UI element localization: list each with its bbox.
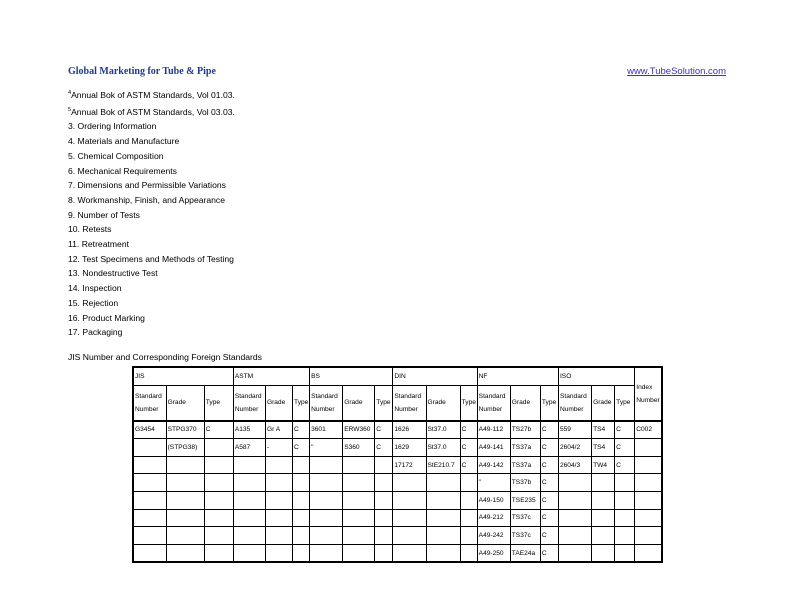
table-cell bbox=[426, 491, 460, 509]
section-item: 6. Mechanical Requirements bbox=[68, 165, 177, 176]
table-cell bbox=[233, 456, 265, 474]
column-header: Type bbox=[540, 385, 558, 421]
table-cell bbox=[204, 456, 233, 474]
table-cell bbox=[265, 527, 292, 545]
section-item: 3. Ordering Information bbox=[68, 121, 157, 132]
table-cell: C bbox=[375, 439, 393, 457]
table-cell bbox=[233, 491, 265, 509]
table-cell bbox=[426, 527, 460, 545]
header-title: Global Marketing for Tube & Pipe bbox=[68, 66, 216, 77]
website-link[interactable]: www.TubeSolution.com bbox=[627, 66, 726, 77]
table-cell bbox=[426, 544, 460, 562]
table-cell: STPG370 bbox=[166, 421, 204, 439]
table-cell bbox=[558, 509, 591, 527]
table-cell bbox=[310, 456, 343, 474]
footnote-5: $^5$Annual Bok of ASTM Standards, Vol 03.03. bbox=[68, 106, 235, 117]
table-cell bbox=[233, 509, 265, 527]
table-cell bbox=[343, 509, 375, 527]
table-cell: St37.0 bbox=[426, 421, 460, 439]
table-cell bbox=[133, 456, 166, 474]
table-cell bbox=[310, 544, 343, 562]
group-astm: ASTM bbox=[233, 367, 309, 385]
table-cell bbox=[375, 544, 393, 562]
table-cell bbox=[265, 509, 292, 527]
table-row bbox=[133, 474, 662, 492]
table-cell bbox=[558, 491, 591, 509]
table-cell bbox=[343, 527, 375, 545]
table-cell bbox=[293, 509, 310, 527]
table-cell: A49-212 bbox=[477, 509, 510, 527]
table-cell bbox=[293, 527, 310, 545]
table-cell: TS37a bbox=[510, 439, 540, 457]
table-cell: 17172 bbox=[393, 456, 426, 474]
section-item: 5. Chemical Composition bbox=[68, 150, 164, 161]
section-item: 16. Product Marking bbox=[68, 312, 145, 323]
column-header: Type bbox=[204, 385, 233, 421]
table-cell bbox=[204, 527, 233, 545]
table-cell bbox=[558, 544, 591, 562]
table-cell bbox=[233, 544, 265, 562]
table-cell bbox=[393, 544, 426, 562]
table-row bbox=[133, 421, 662, 439]
table-cell: TS27b bbox=[510, 421, 540, 439]
table-cell: C bbox=[615, 421, 635, 439]
table-cell: TS37a bbox=[510, 456, 540, 474]
column-header: Type bbox=[460, 385, 477, 421]
table-cell bbox=[265, 456, 292, 474]
table-cell bbox=[310, 509, 343, 527]
section-item: 4. Materials and Manufacture bbox=[68, 136, 180, 147]
column-header: Standard Number bbox=[310, 385, 343, 421]
table-cell bbox=[204, 544, 233, 562]
table-cell: TS37c bbox=[510, 527, 540, 545]
table-cell bbox=[204, 491, 233, 509]
group-bs: BS bbox=[310, 367, 393, 385]
table-cell: - bbox=[265, 439, 292, 457]
section-item: 10. Retests bbox=[68, 224, 112, 235]
sub-header-row bbox=[133, 385, 662, 421]
table-cell bbox=[592, 544, 615, 562]
table-caption: JIS Number and Corresponding Foreign Standards bbox=[68, 352, 262, 362]
group-din: DIN bbox=[393, 367, 477, 385]
table-cell: A135 bbox=[233, 421, 265, 439]
table-cell: A49-142 bbox=[477, 456, 510, 474]
table-cell bbox=[558, 527, 591, 545]
column-header: Grade bbox=[343, 385, 375, 421]
table-cell bbox=[133, 491, 166, 509]
section-item: 12. Test Specimens and Methods of Testing bbox=[68, 253, 234, 264]
table-cell: TSE235 bbox=[510, 491, 540, 509]
table-cell bbox=[166, 474, 204, 492]
table-cell: C bbox=[540, 421, 558, 439]
table-cell: A49-250 bbox=[477, 544, 510, 562]
table-cell: ERW360 bbox=[343, 421, 375, 439]
column-header: Type bbox=[615, 385, 635, 421]
table-cell bbox=[592, 509, 615, 527]
table-cell bbox=[343, 544, 375, 562]
table-cell bbox=[592, 474, 615, 492]
table-cell: C bbox=[540, 439, 558, 457]
table-cell bbox=[460, 544, 477, 562]
table-cell bbox=[615, 509, 635, 527]
table-cell bbox=[460, 527, 477, 545]
table-cell bbox=[293, 491, 310, 509]
table-cell: Gr A bbox=[265, 421, 292, 439]
table-cell bbox=[133, 474, 166, 492]
footnote-4: $^4$Annual Bok of ASTM Standards, Vol 01.03. bbox=[68, 90, 235, 100]
table-cell: A49-150 bbox=[477, 491, 510, 509]
section-item: 7. Dimensions and Permissible Variations bbox=[68, 180, 226, 191]
table-cell bbox=[615, 527, 635, 545]
table-cell bbox=[375, 456, 393, 474]
section-item: 17. Packaging bbox=[68, 327, 123, 338]
table-cell bbox=[460, 491, 477, 509]
table-cell bbox=[204, 509, 233, 527]
table-cell bbox=[375, 527, 393, 545]
table-cell: St37.0 bbox=[426, 439, 460, 457]
table-cell bbox=[233, 474, 265, 492]
table-cell bbox=[592, 491, 615, 509]
table-cell bbox=[343, 474, 375, 492]
table-cell bbox=[265, 474, 292, 492]
group-nf: NF bbox=[477, 367, 558, 385]
table-cell bbox=[635, 491, 662, 509]
table-cell bbox=[375, 474, 393, 492]
table-cell bbox=[615, 491, 635, 509]
contents-list bbox=[68, 86, 235, 340]
column-header: Type bbox=[293, 385, 310, 421]
column-header: Standard Number bbox=[393, 385, 426, 421]
table-cell bbox=[460, 509, 477, 527]
table-cell bbox=[615, 474, 635, 492]
table-cell: A49-112 bbox=[477, 421, 510, 439]
table-cell bbox=[615, 544, 635, 562]
table-cell: C bbox=[293, 421, 310, 439]
table-cell bbox=[265, 544, 292, 562]
table-cell bbox=[393, 527, 426, 545]
table-cell: C bbox=[540, 527, 558, 545]
table-cell: " bbox=[477, 474, 510, 492]
table-cell bbox=[310, 474, 343, 492]
table-row bbox=[133, 456, 662, 474]
table-cell: 1629 bbox=[393, 439, 426, 457]
table-cell: C bbox=[540, 456, 558, 474]
table-cell bbox=[635, 527, 662, 545]
table-cell bbox=[558, 474, 591, 492]
table-cell: C bbox=[615, 439, 635, 457]
table-cell bbox=[293, 456, 310, 474]
table-cell: 559 bbox=[558, 421, 591, 439]
table-cell: C bbox=[293, 439, 310, 457]
table-cell bbox=[133, 509, 166, 527]
table-cell bbox=[635, 474, 662, 492]
table-cell bbox=[293, 474, 310, 492]
table-cell: TS37b bbox=[510, 474, 540, 492]
column-header: Standard Number bbox=[477, 385, 510, 421]
section-item: 14. Inspection bbox=[68, 283, 122, 294]
table-cell: 2604/3 bbox=[558, 456, 591, 474]
column-header: Standard Number bbox=[558, 385, 591, 421]
group-header-row bbox=[133, 367, 662, 385]
table-cell bbox=[310, 527, 343, 545]
table-cell: C bbox=[375, 421, 393, 439]
table-cell bbox=[393, 509, 426, 527]
table-cell: (STPG38) bbox=[166, 439, 204, 457]
column-header: Grade bbox=[265, 385, 292, 421]
table-cell bbox=[460, 474, 477, 492]
table-cell: TS4 bbox=[592, 421, 615, 439]
column-header: Grade bbox=[426, 385, 460, 421]
table-cell: TW4 bbox=[592, 456, 615, 474]
table-cell: G3454 bbox=[133, 421, 166, 439]
column-header: Standard Number bbox=[233, 385, 265, 421]
table-cell: C002 bbox=[635, 421, 662, 439]
table-cell bbox=[426, 509, 460, 527]
column-header: Grade bbox=[592, 385, 615, 421]
table-cell: A587 bbox=[233, 439, 265, 457]
table-cell: 2604/2 bbox=[558, 439, 591, 457]
section-item: 11. Retreatment bbox=[68, 239, 129, 250]
table-cell: C bbox=[540, 544, 558, 562]
table-cell: StE210.7 bbox=[426, 456, 460, 474]
group-jis: JIS bbox=[133, 367, 233, 385]
standards-table bbox=[132, 366, 663, 563]
table-cell: A49-141 bbox=[477, 439, 510, 457]
table-cell bbox=[393, 474, 426, 492]
table-cell bbox=[293, 544, 310, 562]
column-header: Standard Number bbox=[133, 385, 166, 421]
table-cell bbox=[343, 491, 375, 509]
table-cell bbox=[592, 527, 615, 545]
table-cell bbox=[166, 491, 204, 509]
table-cell bbox=[635, 544, 662, 562]
table-cell bbox=[635, 456, 662, 474]
table-cell: C bbox=[204, 421, 233, 439]
section-item: 9. Number of Tests bbox=[68, 209, 140, 220]
table-cell: 3601 bbox=[310, 421, 343, 439]
table-cell bbox=[204, 439, 233, 457]
column-header: Type bbox=[375, 385, 393, 421]
column-header: Grade bbox=[510, 385, 540, 421]
index-number-header: Index Number bbox=[635, 367, 662, 421]
table-cell bbox=[265, 491, 292, 509]
table-cell: C bbox=[460, 421, 477, 439]
table-cell bbox=[133, 544, 166, 562]
table-cell: TS4 bbox=[592, 439, 615, 457]
table-cell bbox=[133, 527, 166, 545]
table-cell: A49-242 bbox=[477, 527, 510, 545]
table-cell: C bbox=[540, 509, 558, 527]
table-cell: TAE24a bbox=[510, 544, 540, 562]
table-cell: 1626 bbox=[393, 421, 426, 439]
table-cell bbox=[166, 509, 204, 527]
table-cell: S360 bbox=[343, 439, 375, 457]
table-cell: C bbox=[615, 456, 635, 474]
table-cell bbox=[375, 509, 393, 527]
column-header: Grade bbox=[166, 385, 204, 421]
group-iso: ISO bbox=[558, 367, 634, 385]
table-cell bbox=[204, 474, 233, 492]
table-cell bbox=[426, 474, 460, 492]
table-cell bbox=[166, 527, 204, 545]
table-cell: TS37c bbox=[510, 509, 540, 527]
table-row bbox=[133, 491, 662, 509]
section-item: 13. Nondestructive Test bbox=[68, 268, 158, 279]
table-cell bbox=[343, 456, 375, 474]
table-cell bbox=[310, 491, 343, 509]
table-cell bbox=[133, 439, 166, 457]
table-cell bbox=[233, 527, 265, 545]
table-row bbox=[133, 544, 662, 562]
table-cell: C bbox=[540, 474, 558, 492]
table-row bbox=[133, 439, 662, 457]
section-item: 15. Rejection bbox=[68, 297, 119, 308]
table-cell: C bbox=[460, 456, 477, 474]
table-cell bbox=[375, 491, 393, 509]
table-cell bbox=[166, 544, 204, 562]
table-cell: C bbox=[540, 491, 558, 509]
table-cell: " bbox=[310, 439, 343, 457]
table-cell bbox=[635, 439, 662, 457]
table-row bbox=[133, 527, 662, 545]
table-cell bbox=[166, 456, 204, 474]
table-cell bbox=[393, 491, 426, 509]
table-cell bbox=[635, 509, 662, 527]
table-cell: C bbox=[460, 439, 477, 457]
table-row bbox=[133, 509, 662, 527]
section-item: 8. Workmanship, Finish, and Appearance bbox=[68, 194, 226, 205]
